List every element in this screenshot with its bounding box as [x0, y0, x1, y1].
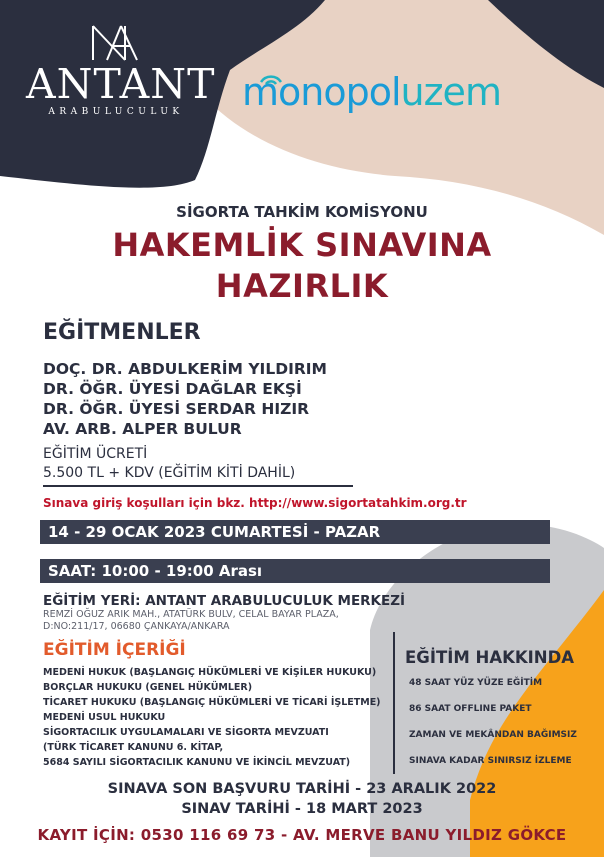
- date-bar: 14 - 29 OCAK 2023 CUMARTESİ - PAZAR: [40, 520, 550, 544]
- fee-value: 5.500 TL + KDV (EĞİTİM KİTİ DAHİL): [43, 465, 353, 487]
- about-heading: EĞİTİM HAKKINDA: [405, 648, 575, 667]
- section-divider: [393, 632, 395, 774]
- antant-logo-name: ANTANT: [26, 60, 216, 108]
- about-item: 48 SAAT YÜZ YÜZE EĞİTİM: [409, 678, 543, 688]
- content-item: MEDENİ HUKUK (BAŞLANGIÇ HÜKÜMLERİ VE KİŞİLER HUKUKU): [43, 667, 377, 678]
- monopoluzem-logo-part2: uzem: [400, 70, 501, 114]
- about-item: 86 SAAT OFFLINE PAKET: [409, 704, 532, 714]
- fee-label: EĞİTİM ÜCRETİ: [43, 446, 148, 462]
- instructor-item: DR. ÖĞR. ÜYESİ DAĞLAR EKŞİ: [43, 380, 302, 398]
- content-heading: EĞİTİM İÇERİĞİ: [43, 640, 186, 660]
- instructors-heading: EĞİTMENLER: [43, 320, 201, 345]
- application-deadline: SINAVA SON BAŞVURU TARİHİ - 23 ARALIK 2022: [107, 781, 497, 797]
- instructor-item: DR. ÖĞR. ÜYESİ SERDAR HIZIR: [43, 400, 310, 418]
- wifi-signal-icon: [257, 70, 285, 86]
- contact-info[interactable]: KAYIT İÇİN: 0530 116 69 73 - AV. MERVE BANU YILDIZ GÖKCE: [37, 826, 567, 844]
- about-item: ZAMAN VE MEKÂNDAN BAĞIMSIZ: [409, 730, 577, 740]
- about-item: SINAVA KADAR SINIRSIZ İZLEME: [409, 756, 572, 766]
- monopoluzem-logo-part1: monopol: [242, 70, 401, 114]
- instructor-item: DOÇ. DR. ABDULKERİM YILDIRIM: [43, 360, 327, 378]
- content-item: SİGORTACILIK UYGULAMALARI VE SİGORTA MEVZUATI: [43, 727, 329, 738]
- content-item: TİCARET HUKUKU (BAŞLANGIÇ HÜKÜMLERİ VE TİCARİ İŞLETME): [43, 697, 381, 708]
- exam-date: SINAV TARİHİ - 18 MART 2023: [181, 801, 423, 817]
- content-item: BORÇLAR HUKUKU (GENEL HÜKÜMLER): [43, 682, 253, 693]
- content-item: 5684 SAYILI SİGORTACILIK KANUNU VE İKİNCİL MEVZUAT): [43, 757, 351, 768]
- antant-monogram-icon: [85, 22, 145, 62]
- location-title: EĞİTİM YERİ: ANTANT ARABULUCULUK MERKEZİ: [43, 593, 406, 609]
- location-address: REMZİ OĞUZ ARIK MAH., ATATÜRK BULV, CELAL BAYAR PLAZA, D:NO:211/17, 06680 ÇANKAYA/ANKARA: [43, 609, 339, 632]
- page-title-line1: HAKEMLİK SINAVINA: [112, 226, 492, 264]
- time-bar: SAAT: 10:00 - 19:00 Arası: [40, 559, 550, 583]
- commission-kicker: SİGORTA TAHKİM KOMİSYONU: [176, 203, 428, 221]
- requirements-link[interactable]: Sınava giriş koşulları için bkz. http://www.sigortatahkim.org.tr: [43, 496, 467, 510]
- antant-logo-subtitle: ARABULUCULUK: [48, 107, 184, 117]
- instructor-item: AV. ARB. ALPER BULUR: [43, 420, 242, 438]
- content-item: (TÜRK TİCARET KANUNU 6. KİTAP,: [43, 742, 224, 753]
- content-item: MEDENİ USUL HUKUKU: [43, 712, 166, 723]
- page-title-line2: HAZIRLIK: [215, 267, 389, 305]
